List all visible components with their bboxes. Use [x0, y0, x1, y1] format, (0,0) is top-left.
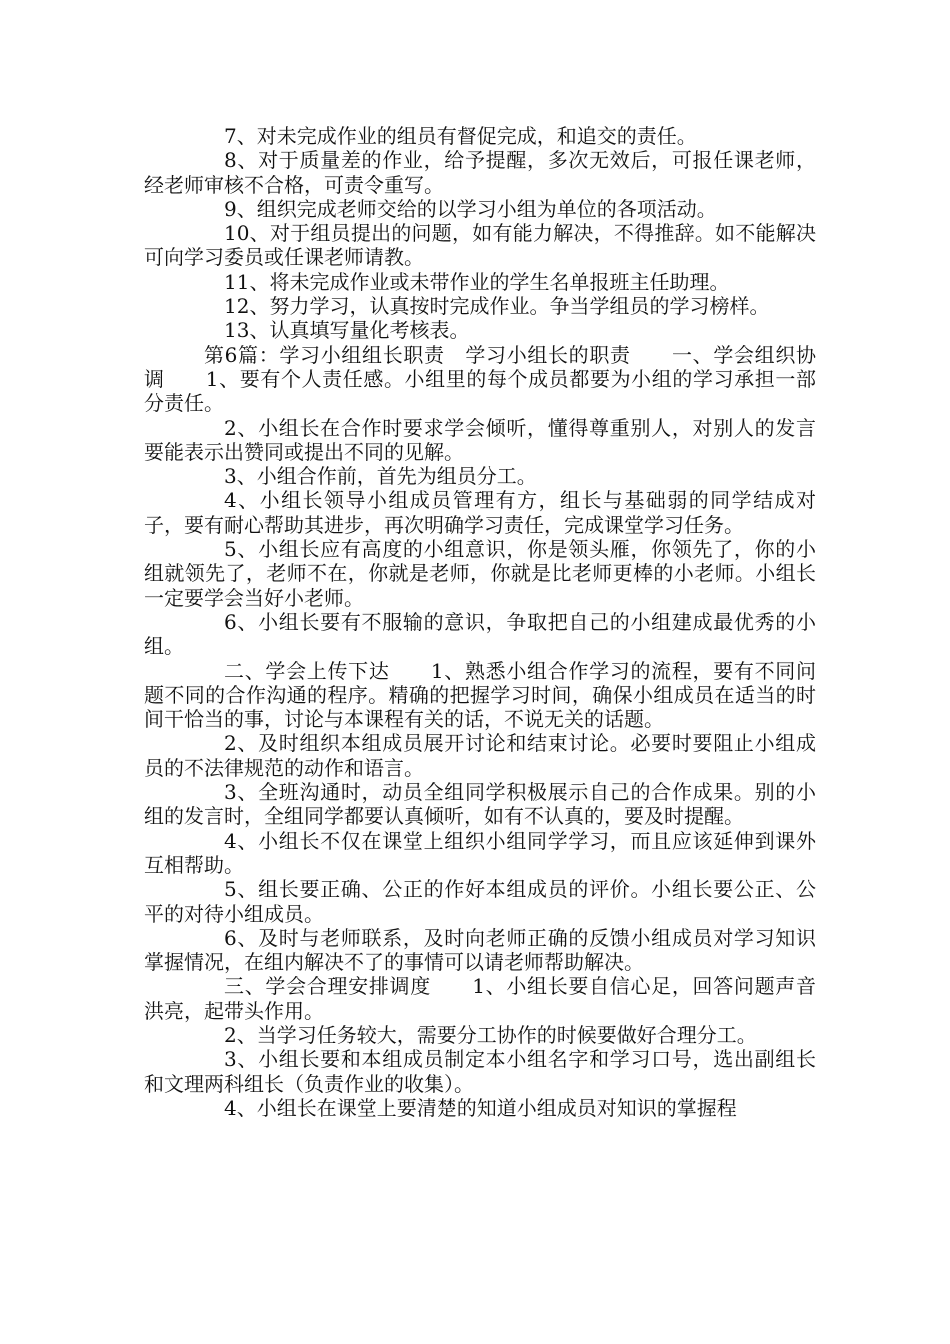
- paragraph-item-11: 11、将未完成作业或未带作业的学生名单报班主任助理。: [224, 269, 730, 294]
- paragraph-item-12: 12、努力学习，认真按时完成作业。争当学组员的学习榜样。: [224, 294, 770, 319]
- paragraph-item: 2、及时组织本组成员展开讨论和结束讨论。必要时要阻止小组成员的不法律规范的动作和语言。: [144, 731, 816, 780]
- paragraph-item-8: 8、对于质量差的作业，给予提醒，多次无效后，可报任课老师，经老师审核不合格，可责令重写。: [144, 148, 816, 197]
- paragraph-item: 4、小组长领导小组成员管理有方，组长与基础弱的同学结成对子，要有耐心帮助其进步，再次明确学习责任，完成课堂学习任务。: [144, 488, 816, 537]
- paragraph-item-10: 10、对于组员提出的问题，如有能力解决，不得推辞。如不能解决可向学习委员或任课老师请教。: [144, 221, 816, 270]
- paragraph-item: 5、组长要正确、公正的作好本组成员的评价。小组长要公正、公平的对待小组成员。: [144, 877, 816, 926]
- paragraph-item: 3、小组长要和本组成员制定本小组名字和学习口号，选出副组长和文理两科组长（负责作业的收集）。: [144, 1047, 816, 1096]
- section-three-paragraph: 三、学会合理安排调度 1、小组长要自信心足，回答问题声音洪亮，起带头作用。: [144, 974, 816, 1023]
- paragraph-item-13: 13、认真填写量化考核表。: [224, 318, 470, 343]
- paragraph-item: 5、小组长应有高度的小组意识，你是领头雁，你领先了，你的小组就领先了，老师不在，你就是老师，你就是比老师更棒的小老师。小组长一定要学会当好小老师。: [144, 537, 816, 610]
- paragraph-item: 3、全班沟通时，动员全组同学积极展示自己的合作成果。别的小组的发言时，全组同学都要认真倾听，如有不认真的，要及时提醒。: [144, 780, 816, 829]
- paragraph-item: 4、小组长不仅在课堂上组织小组同学学习，而且应该延伸到课外互相帮助。: [144, 828, 816, 877]
- paragraph-item: 2、当学习任务较大，需要分工协作的时候要做好合理分工。: [224, 1022, 757, 1047]
- paragraph-item: 2、小组长在合作时要求学会倾听，懂得尊重别人，对别人的发言要能表示出赞同或提出不同的见解。: [144, 415, 816, 464]
- paragraph-item: 4、小组长在课堂上要清楚的知道小组成员对知识的掌握程: [224, 1095, 737, 1120]
- paragraph-item-7: 7、对未完成作业的组员有督促完成，和追交的责任。: [224, 124, 697, 148]
- paragraph-item: 6、及时与老师联系，及时向老师正确的反馈小组成员对学习知识掌握情况，在组内解决不了的事情可以请老师帮助解决。: [144, 925, 816, 975]
- paragraph-item: 3、小组合作前，首先为组员分工。: [224, 464, 537, 489]
- document-body: [144, 124, 816, 1120]
- paragraph-item: 6、小组长要有不服输的意识，争取把自己的小组建成最优秀的小组。: [144, 609, 816, 659]
- section-two-paragraph: 二、学会上传下达 1、熟悉小组合作学习的流程，要有不同问题不同的合作沟通的程序。精确的把握学习时间，确保小组成员在适当的时间干恰当的事，讨论与本课程有关的话，不说无关的话题。: [144, 658, 816, 732]
- section-heading-paragraph: 第6篇：学习小组组长职责 学习小组长的职责 一、学会组织协调 1、要有个人责任感。小组里的每个成员都要为小组的学习承担一部分责任。: [144, 342, 816, 416]
- paragraph-item-9: 9、组织完成老师交给的以学习小组为单位的各项活动。: [224, 196, 717, 221]
